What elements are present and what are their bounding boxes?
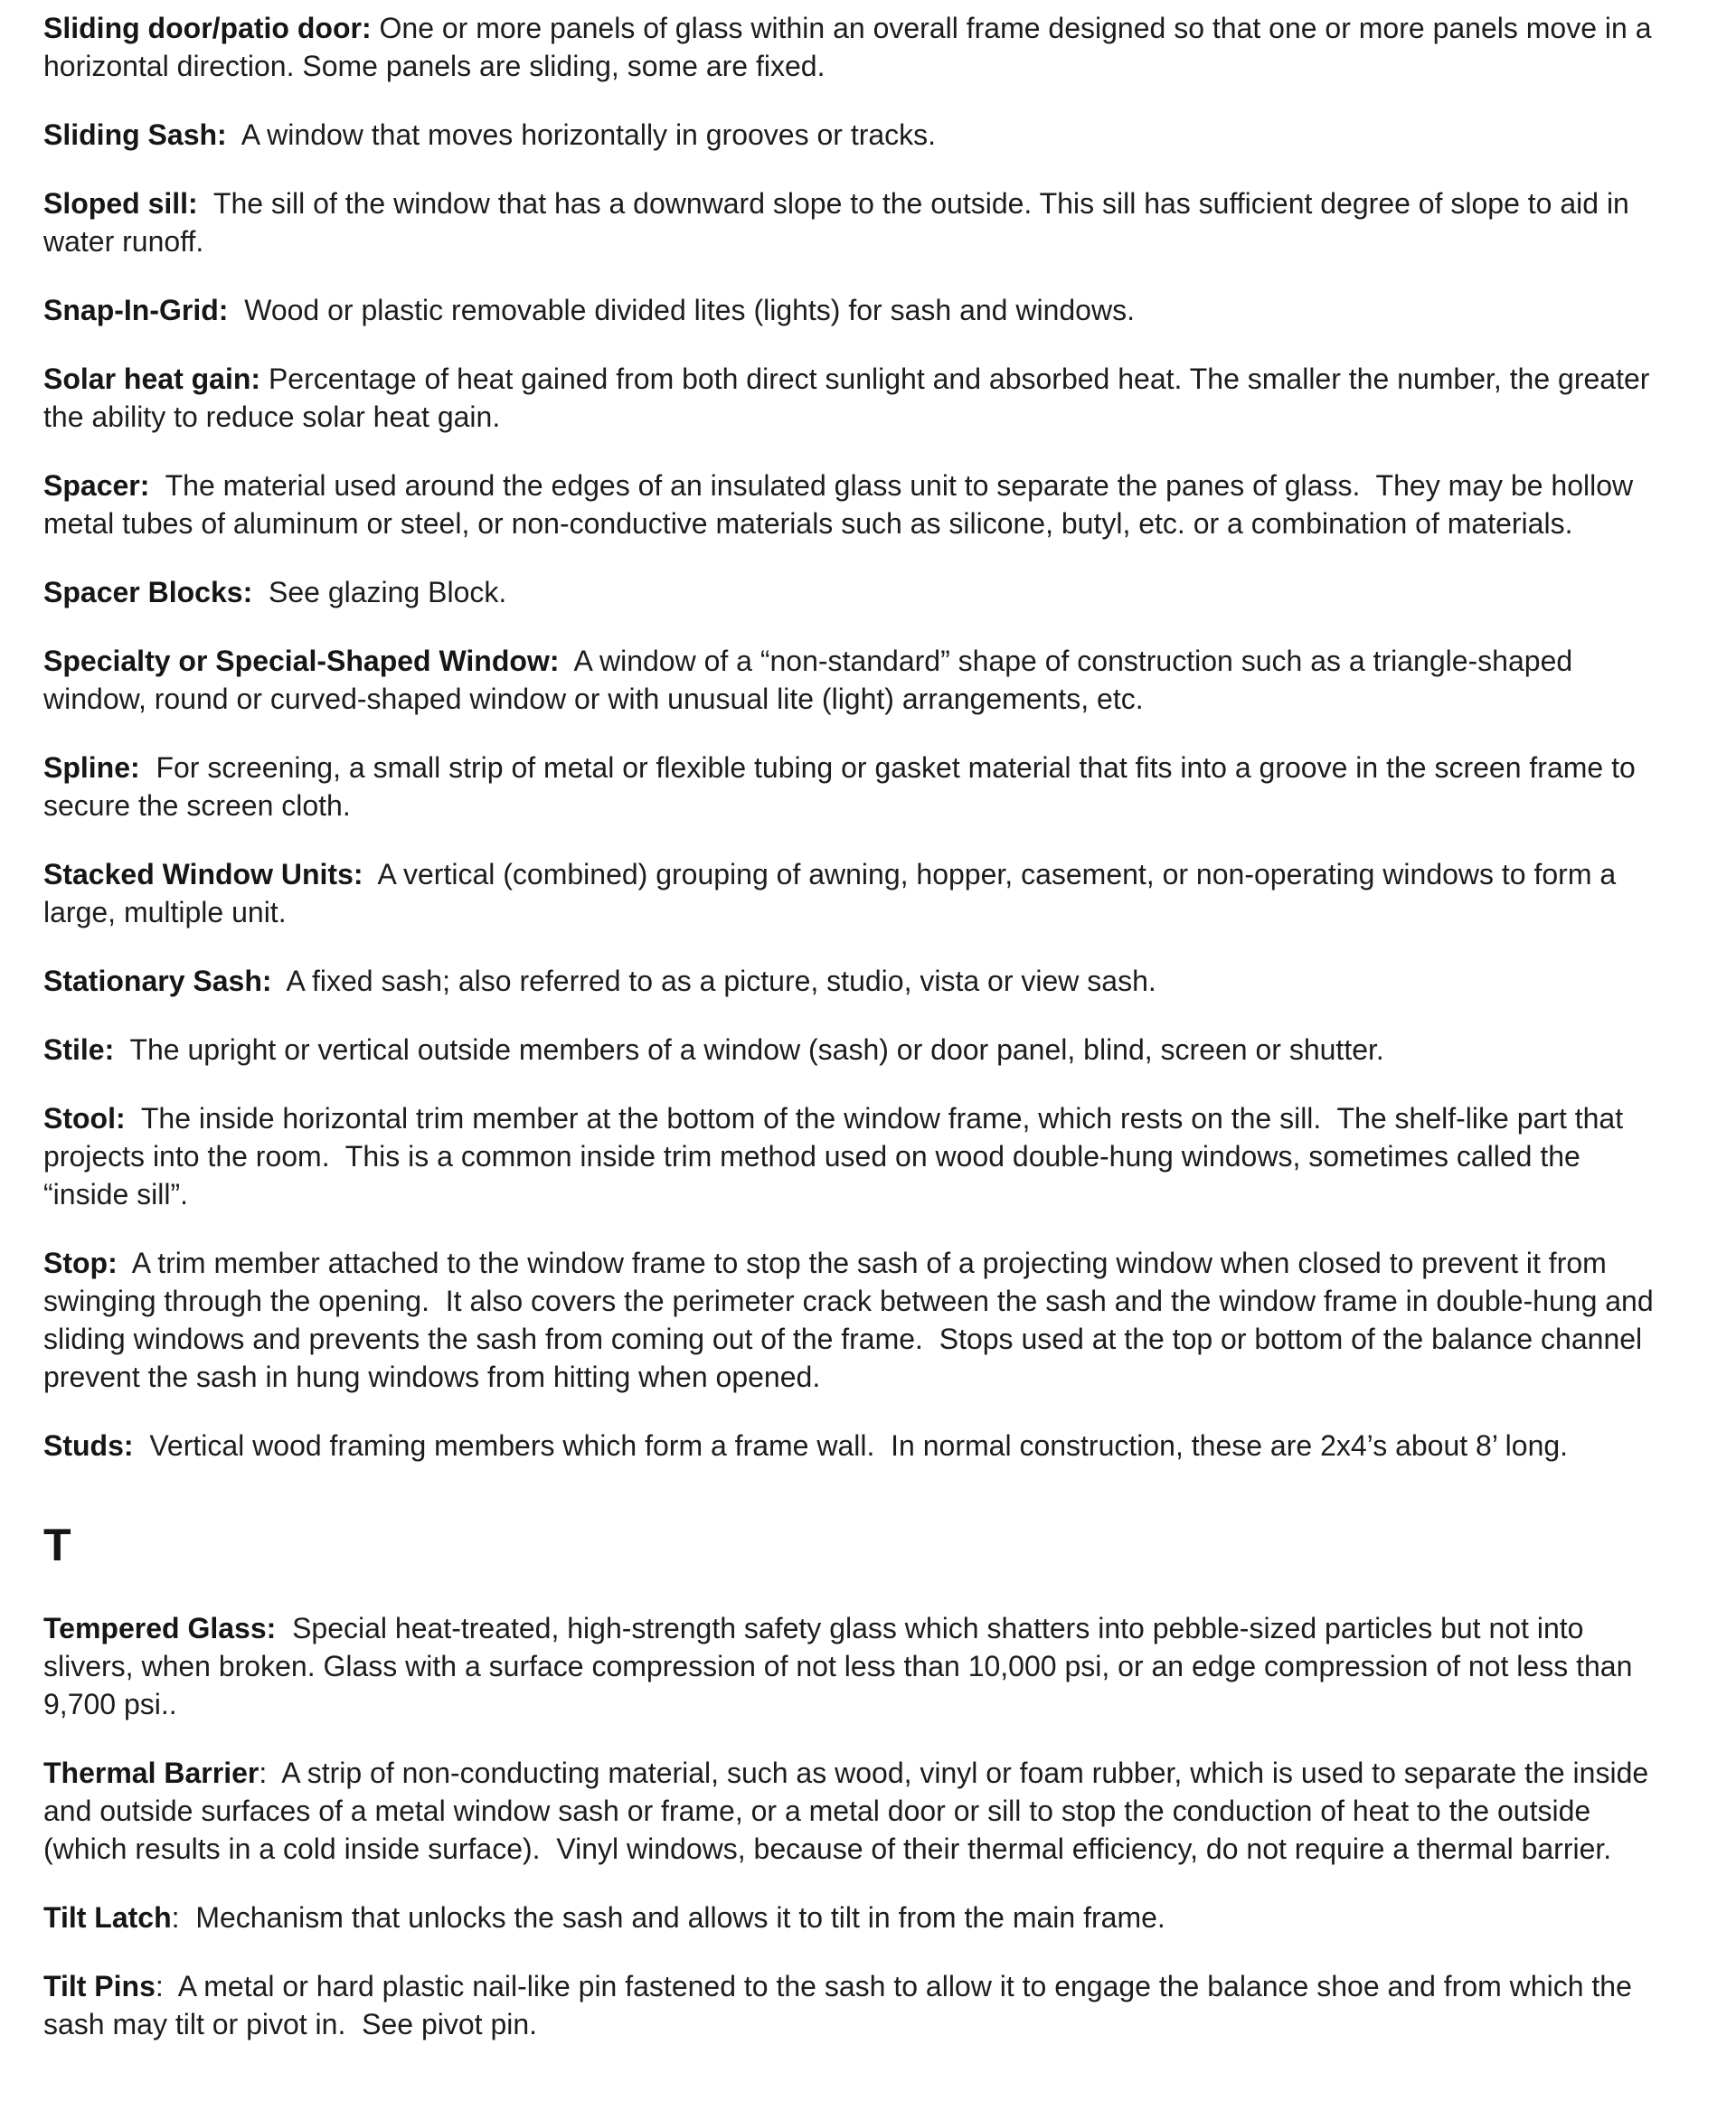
glossary-term: Stacked Window Units: <box>43 858 363 890</box>
glossary-term: Spacer Blocks: <box>43 576 253 608</box>
glossary-definition: A vertical (combined) grouping of awning, hopper, casement, or non-operating windows to form a large, multiple unit. <box>43 858 1625 928</box>
glossary-definition: For screening, a small strip of metal or flexible tubing or gasket material that fits into a groove in the screen frame to secure the screen cloth. <box>43 751 1644 822</box>
glossary-term: Sliding door/patio door: <box>43 12 372 44</box>
glossary-entry <box>43 855 1656 931</box>
glossary-definition: : Mechanism that unlocks the sash and allows it to tilt in from the main frame. <box>171 1901 1165 1934</box>
glossary-term: Sliding Sash: <box>43 118 227 151</box>
section-heading-t: T <box>43 1520 71 1570</box>
glossary-entry <box>43 1899 1656 1936</box>
glossary-term: Stile: <box>43 1033 115 1066</box>
glossary-definition: The material used around the edges of an insulated glass unit to separate the panes of glass. They may be hollow metal tubes of aluminum or steel, or non-conductive materials such as silicone, butyl, etc. or a combination of materials. <box>43 469 1642 540</box>
glossary-definition: See glazing Block. <box>252 576 507 608</box>
glossary-definition: The sill of the window that has a downward slope to the outside. This sill has sufficient degree of slope to aid in water runoff. <box>43 187 1637 258</box>
glossary-definition: Wood or plastic removable divided lites (lights) for sash and windows. <box>228 294 1135 326</box>
glossary-entry <box>43 1427 1656 1465</box>
glossary-definition: One or more panels of glass within an overall frame designed so that one or more panels move in a horizontal direction. Some panels are sliding, some are fixed. <box>43 12 1660 82</box>
glossary-term: Snap-In-Grid: <box>43 294 229 326</box>
glossary-entry <box>43 466 1656 542</box>
glossary-entry <box>43 360 1656 436</box>
glossary-term: Tilt Latch <box>43 1901 172 1934</box>
glossary-term: Stop: <box>43 1247 118 1279</box>
glossary-term: Sloped sill: <box>43 187 198 220</box>
glossary-definition: The upright or vertical outside members of a window (sash) or door panel, blind, screen or shutter. <box>114 1033 1384 1066</box>
glossary-entry <box>43 1609 1656 1723</box>
glossary-term: Studs: <box>43 1429 134 1462</box>
glossary-definition: Percentage of heat gained from both direct sunlight and absorbed heat. The smaller the number, the greater the ability to reduce solar heat gain. <box>43 363 1658 433</box>
glossary-term: Tilt Pins <box>43 1970 156 2002</box>
glossary-definition: The inside horizontal trim member at the bottom of the window frame, which rests on the sill. The shelf-like part that projects into the room. This is a common inside trim method used on wood double-hung windows, sometimes called the “inside sill”. <box>43 1102 1631 1211</box>
glossary-definition: Vertical wood framing members which form a frame wall. In normal construction, these are 2x4’s about 8’ long. <box>133 1429 1569 1462</box>
glossary-term: Thermal Barrier <box>43 1757 259 1789</box>
glossary-definition: A trim member attached to the window frame to stop the sash of a projecting window when closed to prevent it from swinging through the opening. It also covers the perimeter crack between the sash and the window frame in double-hung and sliding windows and prevents the sash from coming out of the frame. Stops used at the top or bottom of the balance channel prevent the sash in hung windows from hitting when opened. <box>43 1247 1662 1393</box>
glossary-definition: Special heat-treated, high-strength safety glass which shatters into pebble-sized particles but not into slivers, when broken. Glass with a surface compression of not less than 10,000 psi, or an edge compression of not less than 9,700 psi.. <box>43 1612 1641 1720</box>
glossary-entry <box>43 291 1656 329</box>
glossary-term: Spline: <box>43 751 140 784</box>
glossary-term: Spacer: <box>43 469 150 502</box>
glossary-term: Stationary Sash: <box>43 965 272 997</box>
glossary-definition: : A metal or hard plastic nail-like pin fastened to the sash to allow it to engage the balance shoe and from which the sash may tilt or pivot in. See pivot pin. <box>43 1970 1640 2040</box>
glossary-entry <box>43 1244 1662 1396</box>
glossary-term: Solar heat gain: <box>43 363 261 395</box>
glossary-entry <box>43 9 1660 85</box>
glossary-entry <box>43 749 1656 824</box>
glossary-entry <box>43 573 1656 611</box>
glossary-definition: A window of a “non-standard” shape of construction such as a triangle-shaped window, round or curved-shaped window or with unusual lite (light) arrangements, etc. <box>43 645 1581 715</box>
glossary-entry <box>43 184 1656 260</box>
glossary-entry <box>43 116 1656 154</box>
glossary-entry <box>43 1099 1656 1213</box>
glossary-entry <box>43 962 1656 1000</box>
glossary-term: Tempered Glass: <box>43 1612 277 1644</box>
glossary-term: Stool: <box>43 1102 126 1135</box>
glossary-term: Specialty or Special-Shaped Window: <box>43 645 560 677</box>
glossary-definition: : A strip of non-conducting material, such as wood, vinyl or foam rubber, which is used to separate the inside and outside surfaces of a metal window sash or frame, or a metal door or sill to stop the conduction of heat to the outside (which results in a cold inside surface). Vinyl windows, because of their thermal efficiency, do not require a thermal barrier. <box>43 1757 1657 1865</box>
glossary-definition: A window that moves horizontally in grooves or tracks. <box>226 118 937 151</box>
glossary-entry <box>43 1967 1656 2043</box>
glossary-entry <box>43 1754 1656 1868</box>
glossary-entry <box>43 642 1656 718</box>
glossary-definition: A fixed sash; also referred to as a picture, studio, vista or view sash. <box>271 965 1156 997</box>
glossary-entry <box>43 1031 1656 1069</box>
